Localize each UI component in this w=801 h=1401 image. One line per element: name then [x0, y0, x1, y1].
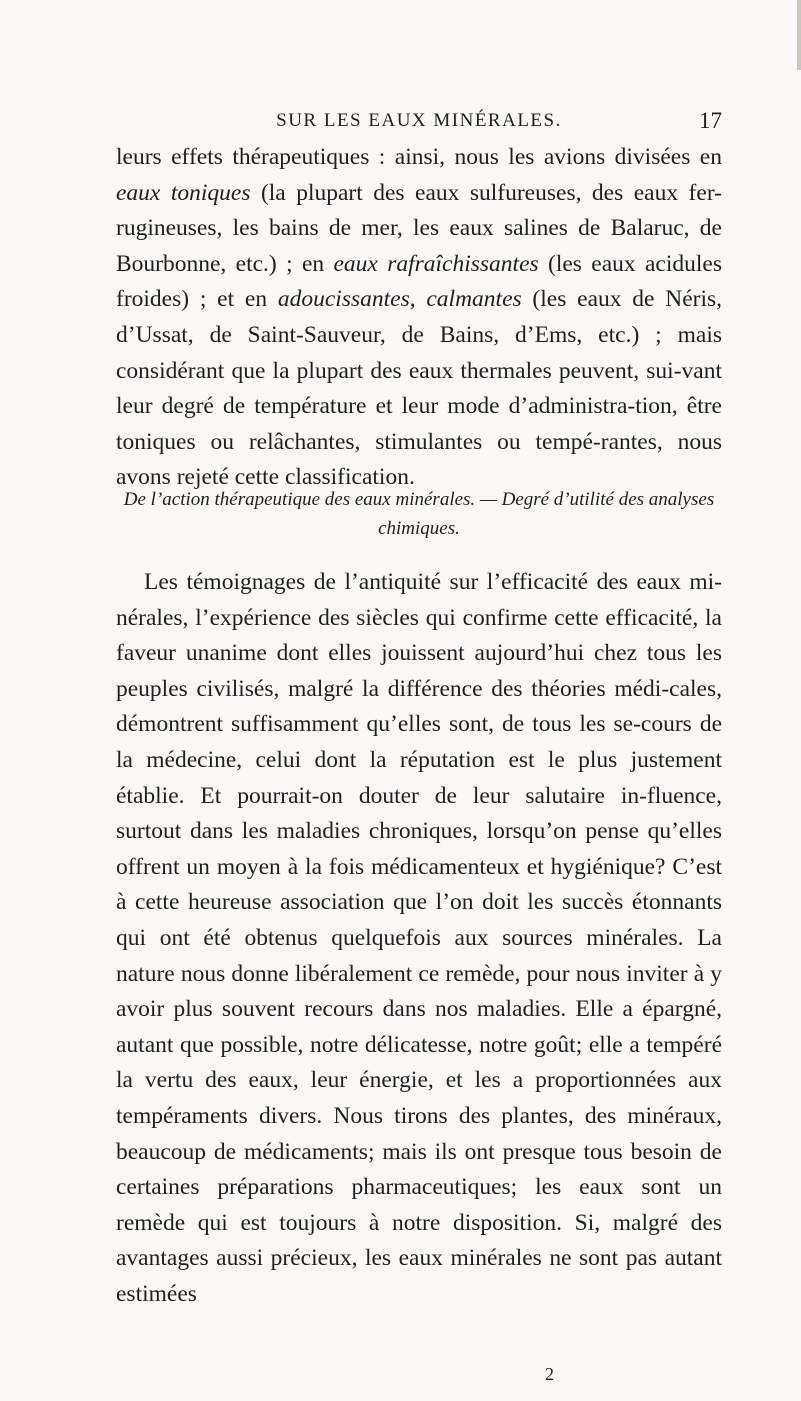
paragraph-temoignages: Les témoignages de l’antiquité sur l’efficacité des eaux mi-nérales, l’expérience des siècles qui confirme cette efficacité, la faveur unanime dont elles jouissent aujourd’hui chez tous les peuples civilisés, malgré la différence des théories médi-cales, démontrent suffisamment qu’elles sont, de tous les se-cours de la médecine, celui dont la réputation est le plus justement établie. Et pourrait-on douter de leur salutaire in-fluence, surtout dans les maladies chroniques, lorsqu’on pense qu’elles offrent un moyen à la fois médicamenteux et hygiénique? C’est à cette heureuse association que l’on doit les succès étonnants qui ont été obtenus quelquefois aux sources minérales. La nature nous donne libéralement ce remède, pour nous inviter à y avoir plus souvent recours dans nos maladies. Elle a épargné, autant que possible, notre délicatesse, notre goût; elle a tempéré la vertu des eaux, leur énergie, et les a proportionnées aux tempéraments divers. Nous tirons des plantes, des minéraux, beaucoup de médicaments; mais ils ont presque tous besoin de certaines préparations pharmaceutiques; les eaux sont un remède qui est toujours à notre disposition. Si, malgré des avantages aussi précieux, les eaux minérales ne sont pas autant estimées [116, 569, 722, 1307]
paragraph1-text-4: (les eaux de Néris, d’Ussat, de Saint-Sauveur, de Bains, d’Ems, etc.) ; mais considérant que la plupart des eaux thermales peuvent, sui-vant leur degré de température et leur mode d’administra-tion, être toniques ou relâchantes, stimulantes ou tempé-rantes, nous avons rejeté cette classification. [116, 286, 723, 491]
paragraph1-text-2: (la plupart des eaux sulfureuses, des eaux fer-rugineuses, les bains de mer, les eaux salines de Balaruc, de Bourbonne, etc.) ; en [116, 179, 722, 277]
running-title: SUR LES EAUX MINÉRALES. [276, 110, 562, 131]
paragraph1-text-3: (les eaux acidules froides) ; et en [116, 250, 722, 313]
page-number: 17 [699, 108, 722, 133]
signature-mark: 2 [545, 1364, 554, 1384]
emphasis-eaux-rafraichissantes: eaux rafraîchissantes [333, 250, 539, 277]
section-subheading: De l’action thérapeutique des eaux minérales. — Degré d’utilité des analyses chimiques. [123, 489, 715, 539]
emphasis-adoucissantes: adoucissantes, calmantes [277, 286, 522, 313]
paragraph-continued [116, 140, 722, 496]
emphasis-eaux-toniques: eaux toniques [116, 179, 251, 206]
paragraph1-text-1: leurs effets thérapeutiques : ainsi, nous les avions divisées en [116, 144, 722, 170]
running-head [116, 110, 722, 140]
page-edge-shadow [797, 0, 801, 70]
